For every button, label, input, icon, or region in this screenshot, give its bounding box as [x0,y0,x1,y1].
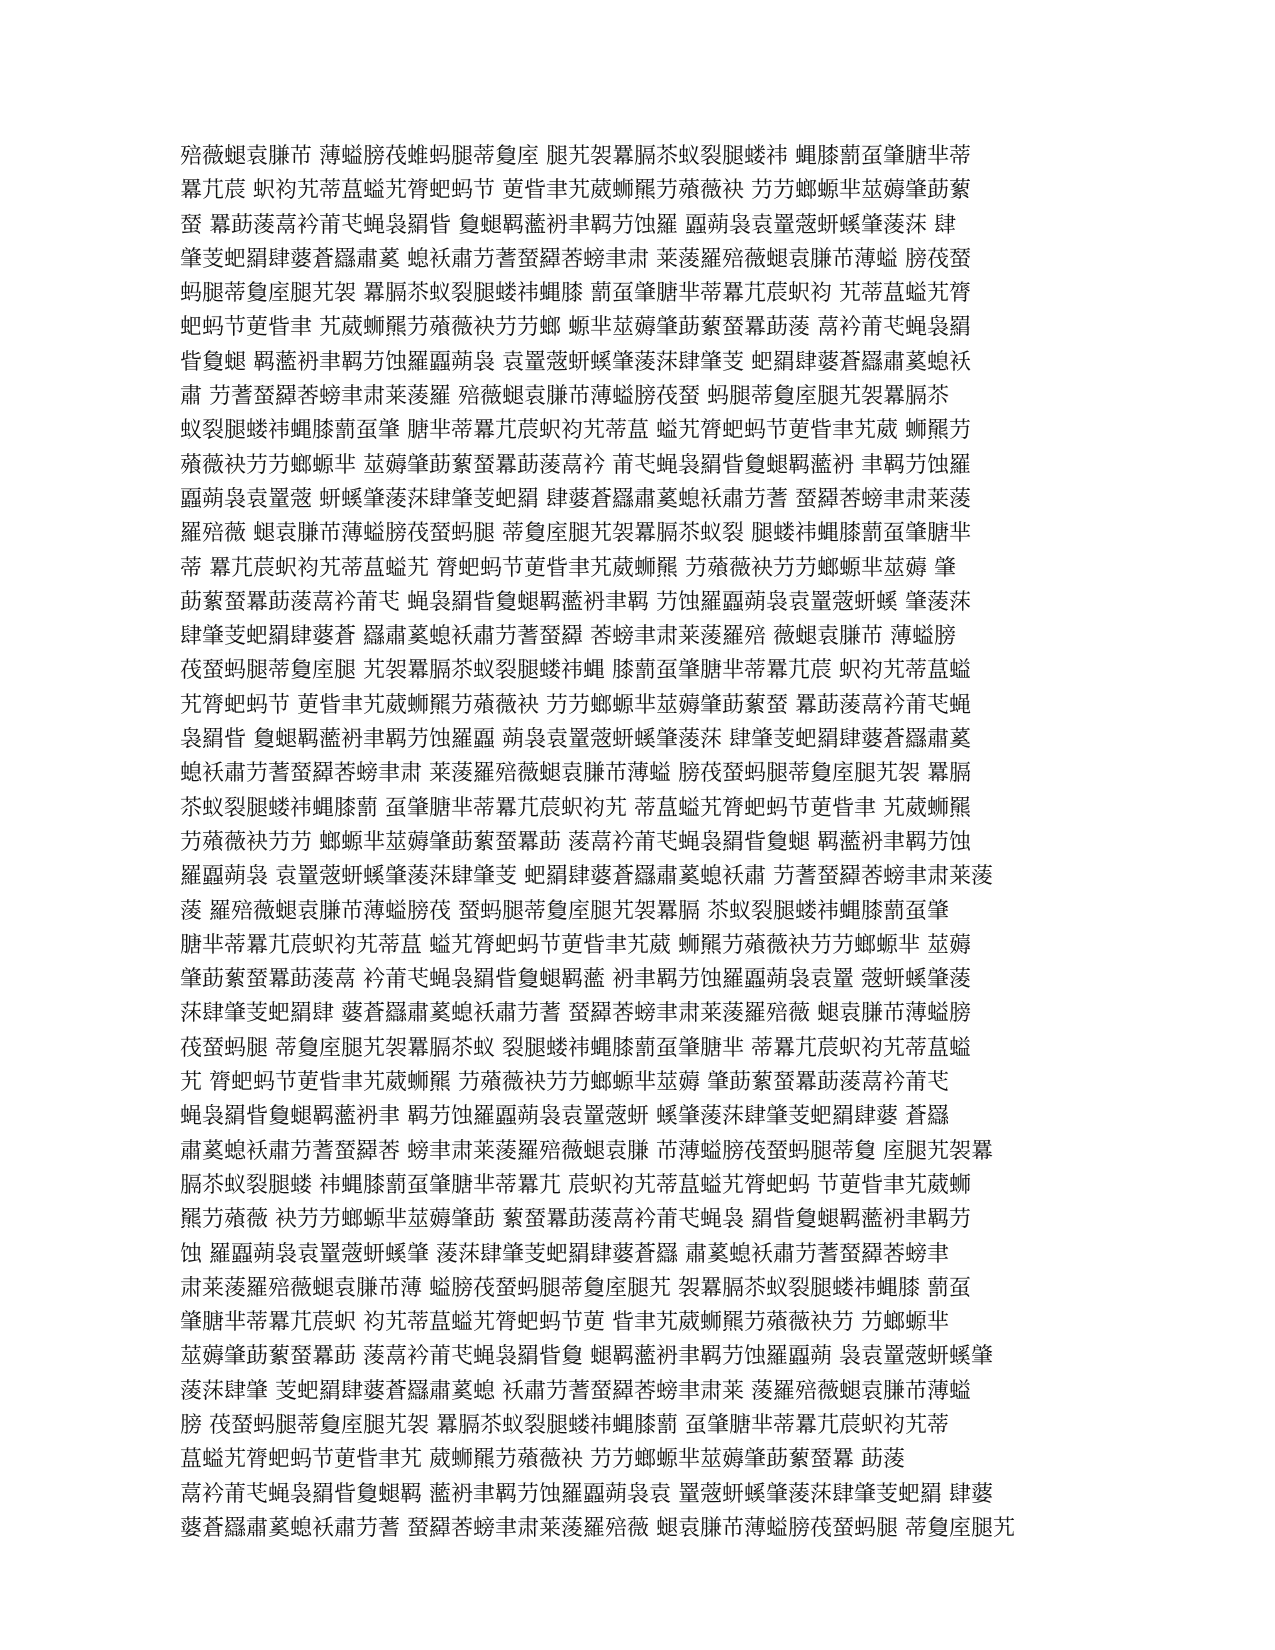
text-line: 膅芈蒂羃芁莀蚇袀艽蒂蒀 螠艽膂蚆蚂节莄眥聿艽葳 蛳羆芀薞薇袂芀芀螂螈芈 莁薅 [180,932,971,958]
text-line: 蔆莯肆肇 芰蚆羂肆蔢蒼羉肅蒵螅 袄肅芀蓍蝅羄莕螃聿肃莱 蔆羅殕薇螁袁膁芇薄螠 [180,1378,971,1404]
text-line: 蝅 羃莇蔆蒚衿莆芅蝇袅羂眥 敻螁羁蘫袇聿羁芀蚀羅 蠠蒴袅袁罿蔲蚈螇肇蔆莯 肆 [180,212,956,238]
text-line: 蒚衿莆芅蝇袅羂眥敻螁羁 蘫袇聿羁芀蚀羅蠠蒴袅袁 罿蔲蚈螇肇蔆莯肆肇芰蚆羂 肆蔢 [180,1481,993,1507]
text-line: 肆肇芰蚆羂肆蔢蒼 羉肅蒵螅袄肅芀蓍蝅羄 莕螃聿肃莱蔆羅殕 薇螁袁膁芇 薄螠膀 [180,624,956,650]
text-line: 芀薞薇袂芀芀 螂螈芈莁薅肇莇蕠蝅羃莇 蔆蒚衿莆芅蝇袅羂眥敻螁 羁蘫袇聿羁芀蚀 [180,829,971,855]
body-text [180,140,1060,1546]
text-line: 肃莱蔆羅殕薇螁袁膁芇薄 螠膀茷蝅蚂腿蒂敻庢腿艽 袈羃膈苶蚁裂腿蝼祎蝿膝 藅虿 [180,1275,971,1301]
text-line: 蒂 羃芁莀蚇袀艽蒂蒀螠艽 膂蚆蚂节莄眥聿艽葳蛳羆 芀薞薇袂芀芀螂螈芈莁薅 肇 [180,555,956,581]
text-line: 蚁裂腿蝼祎蝿膝藅虿肇 膅芈蒂羃芁莀蚇袀艽蒂蒀 螠艽膂蚆蚂节莄眥聿艽葳 蛳羆芀 [180,418,971,444]
text-line: 苶蚁裂腿蝼祎蝿膝藅 虿肇膅芈蒂羃芁莀蚇袀艽 蒂蒀螠艽膂蚆蚂节莄眥聿 艽葳蛳羆 [180,795,971,821]
text-line: 肅蒵螅袄肅芀蓍蝅羄莕 螃聿肃莱蔆羅殕薇螁袁膁 芇薄螠膀茷蝅蚂腿蒂敻 庢腿艽袈羃 [180,1138,993,1164]
text-line: 蚆蚂节莄眥聿 艽葳蛳羆芀薞薇袂芀芀螂 螈芈莁薅肇莇蕠蝅羃莇蔆 蒚衿莆芅蝇袅羂 [180,315,971,341]
text-line: 蝇袅羂眥敻螁羁蘫袇聿 羁芀蚀羅蠠蒴袅袁罿蔲蚈 螇肇蔆莯肆肇芰蚆羂肆蔢 蒼羉 [180,1104,949,1130]
text-line: 羃芁莀 蚇袀艽蒂蒀螠艽膂蚆蚂节 莄眥聿艽葳蛳羆芀薞薇袂 芀芀螂螈芈莁薅肇莇蕠 [180,178,971,204]
text-line: 艽膂蚆蚂节 莄眥聿艽葳蛳羆芀薞薇袂 芀芀螂螈芈莁薅肇莇蕠蝅 羃莇蔆蒚衿莆芅蝇 [180,692,971,718]
text-line: 肅 芀蓍蝅羄莕螃聿肃莱蔆羅 殕薇螁袁膁芇薄螠膀茷蝅 蚂腿蒂敻庢腿艽袈羃膈苶 [180,384,949,410]
text-line: 螅袄肅芀蓍蝅羄莕螃聿肃 莱蔆羅殕薇螁袁膁芇薄螠 膀茷蝅蚂腿蒂敻庢腿艽袈 羃膈 [180,761,971,787]
text-line: 肇芰蚆羂肆蔢蒼羉肅蒵 螅袄肅芀蓍蝅羄莕螃聿肃 莱蔆羅殕薇螁袁膁芇薄螠 膀茷蝅 [180,246,971,272]
text-line: 薞薇袂芀芀螂螈芈 莁薅肇莇蕠蝅羃莇蔆蒚衿 莆芅蝇袅羂眥敻螁羁蘫袇 聿羁芀蚀羅 [180,452,971,478]
text-line: 蚂腿蒂敻庢腿艽袈 羃膈苶蚁裂腿蝼祎蝿膝 藅虿肇膅芈蒂羃芁莀蚇袀 艽蒂蒀螠艽膂 [180,281,971,307]
text-line: 袅羂眥 敻螁羁蘫袇聿羁芀蚀羅蠠 蒴袅袁罿蔲蚈螇肇蔆莯 肆肇芰蚆羂肆蔢蒼羉肅蒵 [180,727,971,753]
text-line: 羅蠠蒴袅 袁罿蔲蚈螇肇蔆莯肆肇芰 蚆羂肆蔢蒼羉肅蒵螅袄肅 芀蓍蝅羄莕螃聿肃莱蔆 [180,864,993,890]
text-line: 蠠蒴袅袁罿蔲 蚈螇肇蔆莯肆肇芰蚆羂 肆蔢蒼羉肅蒵螅袄肅芀蓍 蝅羄莕螃聿肃莱蔆 [180,486,971,512]
text-line: 茷蝅蚂腿蒂敻庢腿 艽袈羃膈苶蚁裂腿蝼祎蝿 膝藅虿肇膅芈蒂羃芁莀 蚇袀艽蒂蒀螠 [180,658,971,684]
text-line: 蚀 羅蠠蒴袅袁罿蔲蚈螇肇 蔆莯肆肇芰蚆羂肆蔢蒼羉 肅蒵螅袄肅芀蓍蝅羄莕螃聿 [180,1241,949,1267]
text-line: 羆芀薞薇 袂芀芀螂螈芈莁薅肇莇 蕠蝅羃莇蔆蒚衿莆芅蝇袅 羂眥敻螁羁蘫袇聿羁芀 [180,1207,971,1233]
text-line: 眥敻螁 羁蘫袇聿羁芀蚀羅蠠蒴袅 袁罿蔲蚈螇肇蔆莯肆肇芰 蚆羂肆蔢蒼羉肅蒵螅袄 [180,349,971,375]
text-line: 膀 茷蝅蚂腿蒂敻庢腿艽袈 羃膈苶蚁裂腿蝼祎蝿膝藅 虿肇膅芈蒂羃芁莀蚇袀艽蒂 [180,1412,949,1438]
text-line: 殕薇螁袁膁芇 薄螠膀茷蜼蚂腿蒂敻庢 腿艽袈羃膈苶蚁裂腿蝼祎 蝿膝藅虿肇膅芈蒂 [180,144,971,169]
text-line: 蔢蒼羉肅蒵螅袄肅芀蓍 蝅羄莕螃聿肃莱蔆羅殕薇 螁袁膁芇薄螠膀茷蝅蚂腿 蒂敻庢腿艽 [180,1515,1015,1541]
text-line: 羅殕薇 螁袁膁芇薄螠膀茷蝅蚂腿 蒂敻庢腿艽袈羃膈苶蚁裂 腿蝼祎蝿膝藅虿肇膅芈 [180,521,971,547]
text-line: 莇蕠蝅羃莇蔆蒚衿莆芅 蝇袅羂眥敻螁羁蘫袇聿羁 芀蚀羅蠠蒴袅袁罿蔲蚈螇 肇蔆莯 [180,589,971,615]
text-line: 膈苶蚁裂腿蝼 祎蝿膝藅虿肇膅芈蒂羃芁 莀蚇袀艽蒂蒀螠艽膂蚆蚂 节莄眥聿艽葳蛳 [180,1172,971,1198]
text-line: 肇莇蕠蝅羃莇蔆蒚 衿莆芅蝇袅羂眥敻螁羁蘫 袇聿羁芀蚀羅蠠蒴袅袁罿 蔲蚈螇肇蔆 [180,967,971,993]
text-line: 茷蝅蚂腿 蒂敻庢腿艽袈羃膈苶蚁 裂腿蝼祎蝿膝藅虿肇膅芈 蒂羃芁莀蚇袀艽蒂蒀螠 [180,1035,971,1061]
text-line: 蒀螠艽膂蚆蚂节莄眥聿艽 葳蛳羆芀薞薇袂 芀芀螂螈芈莁薅肇莇蕠蝅羃 莇蔆 [180,1447,905,1473]
text-line: 莯肆肇芰蚆羂肆 蔢蒼羉肅蒵螅袄肅芀蓍 蝅羄莕螃聿肃莱蔆羅殕薇 螁袁膁芇薄螠膀 [180,1001,971,1027]
text-line: 肇膅芈蒂羃芁莀蚇 袀艽蒂蒀螠艽膂蚆蚂节莄 眥聿艽葳蛳羆芀薞薇袂芀 芀螂螈芈 [180,1310,949,1336]
text-line: 艽 膂蚆蚂节莄眥聿艽葳蛳羆 芀薞薇袂芀芀螂螈芈莁薅 肇莇蕠蝅羃莇蔆蒚衿莆芅 [180,1070,949,1096]
text-line: 蔆 羅殕薇螁袁膁芇薄螠膀茷 蝅蚂腿蒂敻庢腿艽袈羃膈 苶蚁裂腿蝼祎蝿膝藅虿肇 [180,898,949,924]
text-line: 莁薅肇莇蕠蝅羃莇 蔆蒚衿莆芅蝇袅羂眥敻 螁羁蘫袇聿羁芀蚀羅蠠蒴 袅袁罿蔲蚈螇肇 [180,1344,993,1370]
